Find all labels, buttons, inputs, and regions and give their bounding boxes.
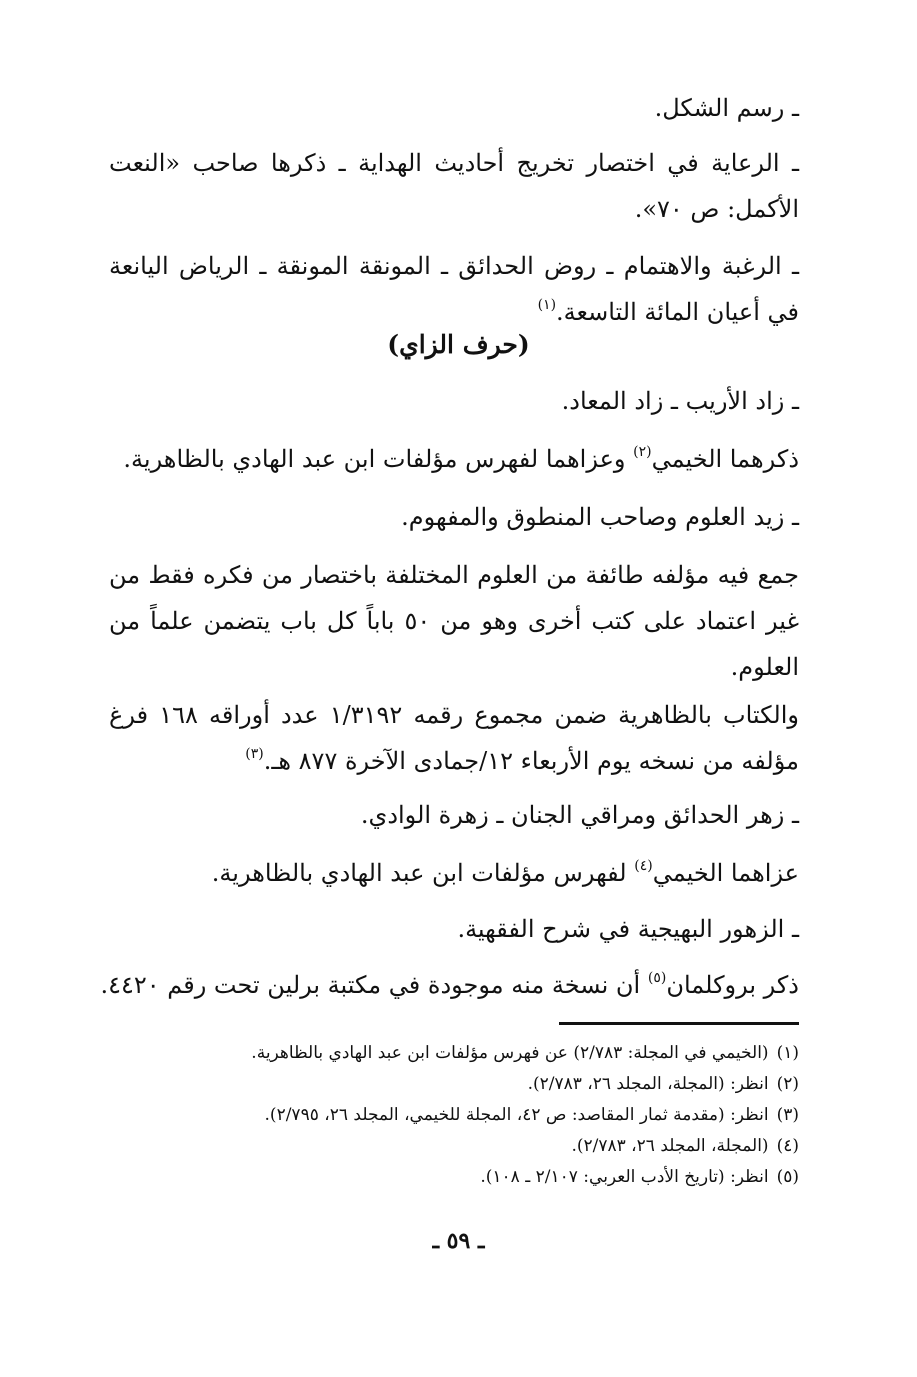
footnote-ref[interactable]: (٣) xyxy=(245,746,264,762)
footnote-number: (٤) xyxy=(776,1136,799,1156)
footnote-number: (٥) xyxy=(776,1167,799,1187)
page-number: ـ ٥٩ ـ xyxy=(432,1228,485,1254)
footnote-number: (١) xyxy=(776,1043,799,1063)
note-text-start: ذكرهما الخيمي xyxy=(651,445,799,473)
note-text-start: ذكر بروكلمان xyxy=(666,971,799,999)
footnote-ref[interactable]: (٢) xyxy=(633,444,652,460)
entry-rasm-al-shakl xyxy=(109,85,799,131)
footnote-number: (٣) xyxy=(776,1105,799,1125)
entry-al-riaya xyxy=(109,140,799,232)
entry-text: ـ زهر الحدائق ومراقي الجنان ـ زهرة الوادي. xyxy=(360,801,799,829)
note-text-end: أن نسخة منه موجودة في مكتبة برلين تحت رقم ٤٤٢٠. xyxy=(100,971,648,999)
entry-zad-al-arib xyxy=(109,378,799,424)
entry-text: ـ الرعاية في اختصار تخريج أحاديث الهداية ـ ذكرها صاحب «النعت الأكمل: ص ٧٠». xyxy=(109,149,799,223)
manuscript-info xyxy=(109,692,799,784)
note-text-start: عزاهما الخيمي xyxy=(652,859,799,887)
footnote-5 xyxy=(109,1162,799,1192)
entry-text: ـ رسم الشكل. xyxy=(654,94,799,122)
entry-zahr-al-hadaiq xyxy=(109,792,799,838)
entry-text: ـ الزهور البهيجية في شرح الفقهية. xyxy=(457,915,799,943)
footnote-ref[interactable]: (٤) xyxy=(634,858,653,874)
footnote-2 xyxy=(109,1069,799,1099)
footnote-ref[interactable]: (٥) xyxy=(647,970,667,986)
entry-text: ـ الرغبة والاهتمام ـ روض الحدائق ـ المونقة المونقة ـ الرياض اليانعة في أعيان المائة التاسعة. xyxy=(109,252,799,326)
entry-al-zuhur xyxy=(109,906,799,952)
footnote-1 xyxy=(109,1038,799,1068)
section-heading: (حرف الزاي) xyxy=(387,330,530,359)
footnote-text: (المجلة، المجلد ٢٦، ٢/٧٨٣). xyxy=(571,1136,769,1156)
note-text-end: وعزاهما لفهرس مؤلفات ابن عبد الهادي بالظاهرية. xyxy=(123,445,634,473)
note-brockelmann xyxy=(100,962,799,1008)
footnote-number: (٢) xyxy=(776,1074,799,1094)
description-text: جمع فيه مؤلفه طائفة من العلوم المختلفة باختصار من فكره فقط من غير اعتماد على كتب أخرى وهو من ٥٠ باباً كل باب يتضمن علماً من العلوم. xyxy=(109,561,799,681)
footnote-4 xyxy=(109,1131,799,1161)
footnote-text: انظر: (تاريخ الأدب العربي: ٢/١٠٧ ـ ١٠٨). xyxy=(480,1167,769,1187)
footnote-divider xyxy=(559,1022,799,1025)
description-zayd xyxy=(109,552,799,690)
entry-zayd-al-ulum xyxy=(109,494,799,540)
footnote-text: انظر: (مقدمة ثمار المقاصد: ص ٤٢، المجلة للخيمي، المجلد ٢٦، ٢/٧٩٥). xyxy=(264,1105,769,1125)
footnote-ref[interactable]: (١) xyxy=(537,297,557,313)
entry-text: ـ زيد العلوم وصاحب المنطوق والمفهوم. xyxy=(401,503,799,531)
note-zahr xyxy=(109,850,799,896)
note-zad xyxy=(109,436,799,482)
note-text-end: لفهرس مؤلفات ابن عبد الهادي بالظاهرية. xyxy=(211,859,635,887)
footnote-3 xyxy=(109,1100,799,1130)
entry-text: ـ زاد الأريب ـ زاد المعاد. xyxy=(561,387,799,415)
footnote-text: انظر: (المجلة، المجلد ٢٦، ٢/٧٨٣). xyxy=(527,1074,769,1094)
footnote-text: (الخيمي في المجلة: ٢/٧٨٣) عن فهرس مؤلفات ابن عبد الهادي بالظاهرية. xyxy=(251,1043,769,1063)
manuscript-text: والكتاب بالظاهرية ضمن مجموع رقمه ١/٣١٩٢ عدد أوراقه ١٦٨ فرغ مؤلفه من نسخه يوم الأربعاء ١٢/جمادى الآخرة ٨٧٧ هـ. xyxy=(109,701,799,775)
